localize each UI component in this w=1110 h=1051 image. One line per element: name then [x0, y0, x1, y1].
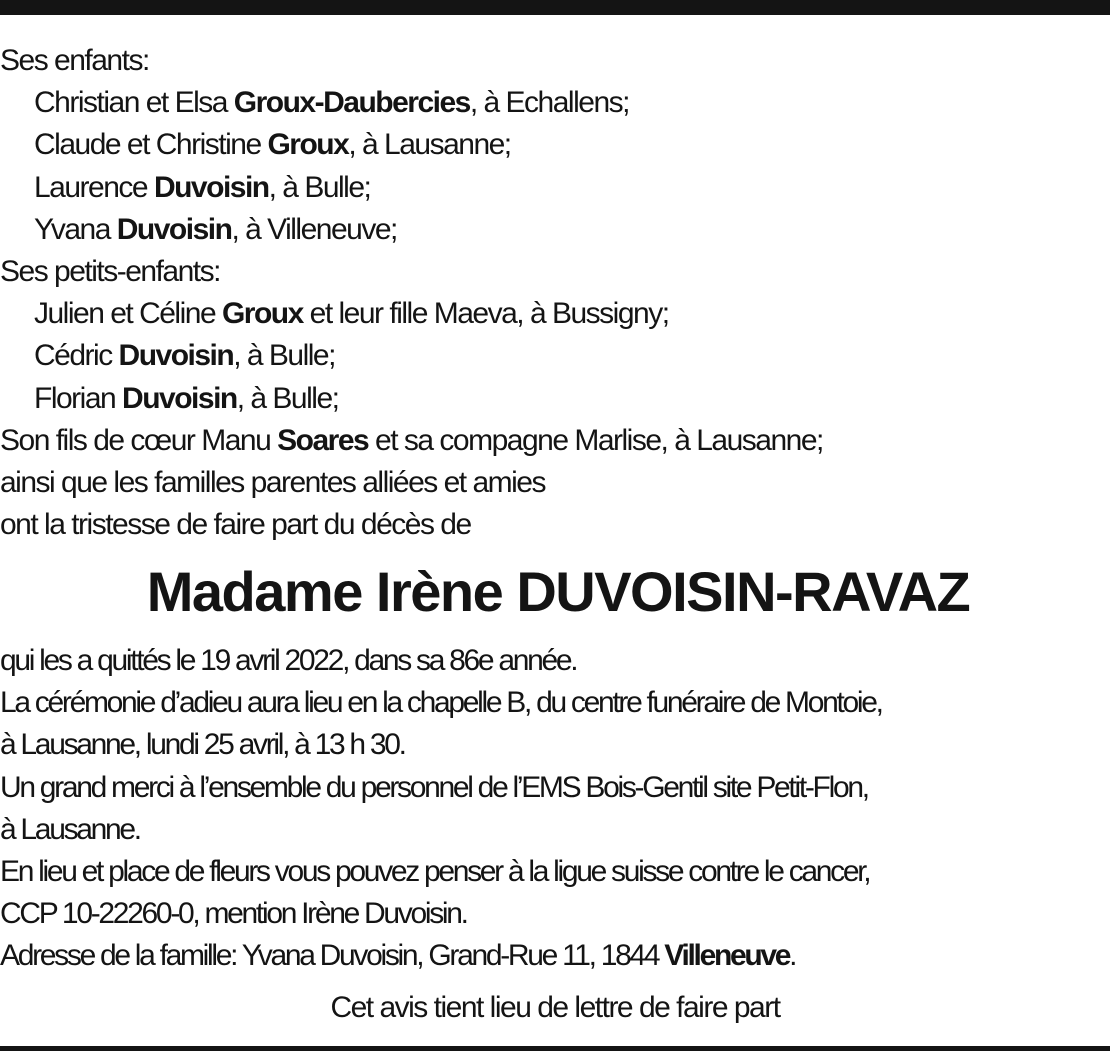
grandchild-location: et leur fille Maeva, à Bussigny;	[302, 297, 669, 331]
child-given-names: Christian et Elsa	[34, 86, 234, 120]
bottom-border-rule	[0, 1046, 1110, 1051]
child-location: , à Villeneuve;	[231, 212, 397, 246]
child-surname: Duvoisin	[153, 170, 269, 204]
grandchild-surname: Groux	[221, 297, 303, 331]
child-surname: Groux-Daubercies	[233, 86, 470, 120]
children-heading: Ses enfants:	[0, 44, 149, 77]
grandchild-entry	[0, 335, 1110, 377]
mourners-list	[0, 40, 1110, 638]
grandchild-surname: Duvoisin	[122, 381, 237, 415]
child-location: , à Lausanne;	[348, 128, 511, 162]
ceremony-line: La cérémonie d’adieu aura lieu en la chapelle B, du centre funéraire de Montoie,	[0, 686, 882, 720]
grandchild-location: , à Bulle;	[233, 339, 335, 373]
closing-note: Cet avis tient lieu de lettre de faire part	[330, 991, 780, 1024]
thanks-line: Un grand merci à l’ensemble du personnel de l’EMS Bois-Gentil site Petit-Flon,	[0, 770, 868, 804]
child-entry	[0, 124, 1110, 166]
grandchildren-heading: Ses petits-enfants:	[0, 254, 220, 288]
grandchild-location: , à Bulle;	[236, 381, 339, 415]
address-end: .	[789, 939, 796, 973]
child-location: , à Echallens;	[469, 86, 629, 120]
child-entry	[0, 167, 1110, 209]
notice-details	[0, 640, 1110, 978]
ceremony-line: à Lausanne, lundi 25 avril, à 13 h 30.	[0, 728, 405, 762]
grandchild-given-names: Florian	[34, 381, 123, 415]
donation-line: CCP 10-22260-0, mention Irène Duvoisin.	[0, 897, 467, 931]
deceased-name: Madame Irène DUVOISIN-RAVAZ	[146, 560, 970, 624]
address-city: Villeneuve	[664, 939, 790, 973]
grandchild-given-names: Cédric	[34, 339, 119, 373]
grandchild-entry	[0, 293, 1110, 335]
family-address-line	[0, 935, 1110, 977]
child-given-names: Claude et Christine	[34, 128, 268, 162]
child-surname: Duvoisin	[116, 212, 232, 246]
donation-line: En lieu et place de fleurs vous pouvez penser à la ligue suisse contre le cancer,	[0, 854, 870, 888]
passing-date-line: qui les a quittés le 19 avril 2022, dans sa 86e année.	[0, 644, 577, 677]
heart-son-entry	[0, 420, 1110, 462]
heart-son-rest: et sa compagne Marlise, à Lausanne;	[368, 423, 823, 457]
child-entry	[0, 82, 1110, 124]
child-given-names: Yvana	[34, 212, 117, 246]
child-location: , à Bulle;	[268, 170, 371, 204]
heart-son-surname: Soares	[277, 423, 369, 457]
child-surname: Groux	[267, 128, 349, 162]
top-border-rule	[0, 0, 1110, 15]
heart-son-given-names: Son fils de cœur Manu	[0, 423, 278, 457]
families-line: ainsi que les familles parentes alliées et amies	[0, 465, 545, 499]
child-entry	[0, 209, 1110, 251]
grandchild-entry	[0, 378, 1110, 420]
child-given-names: Laurence	[34, 170, 154, 204]
thanks-line: à Lausanne.	[0, 812, 140, 846]
address-text: Adresse de la famille: Yvana Duvoisin, Grand-Rue 11, 1844	[0, 939, 665, 973]
announcement-line: ont la tristesse de faire part du décès de	[0, 508, 471, 542]
grandchild-surname: Duvoisin	[118, 339, 234, 373]
grandchild-given-names: Julien et Céline	[34, 297, 222, 331]
